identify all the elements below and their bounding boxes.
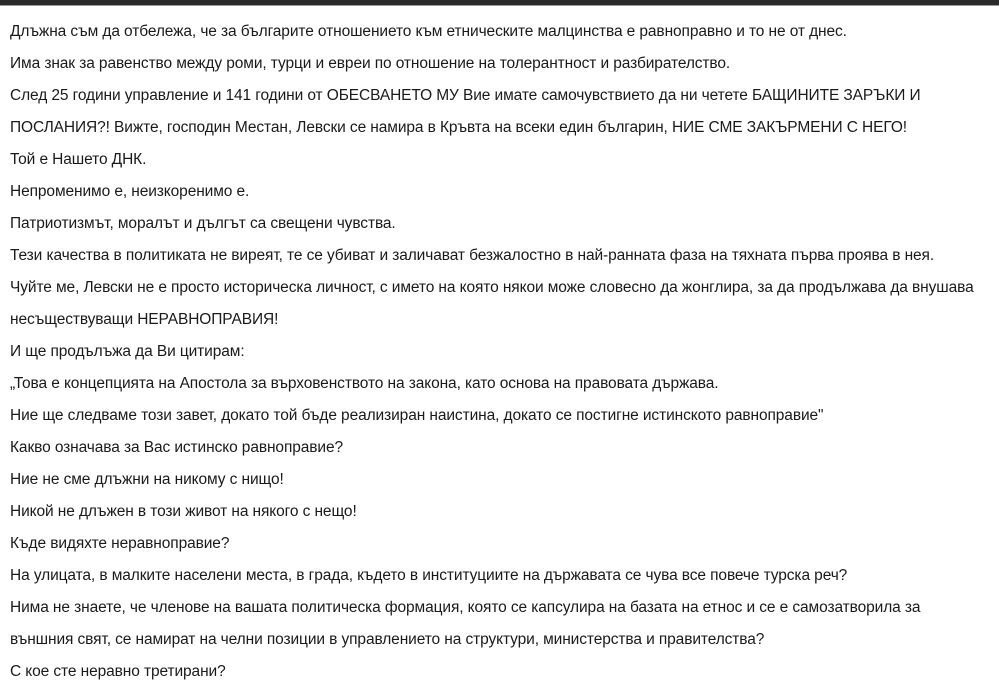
paragraph-line: Къде видяхте неравноправие? bbox=[10, 535, 230, 552]
paragraph-line: Патриотизмът, моралът и дългът са свещени чувства. bbox=[10, 215, 396, 232]
paragraph-line: Нима не знаете, че членове на вашата политическа формация, която се капсулира на базата на етнос и се е самозатворила за bbox=[10, 599, 921, 616]
paragraph-line: Непроменимо е, неизкоренимо е. bbox=[10, 183, 250, 200]
paragraph-line: Ние не сме длъжни на никому с нищо! bbox=[10, 471, 284, 488]
paragraph-line: С кое сте неравно третирани? bbox=[10, 663, 226, 680]
paragraph-line: На улицата, в малките населени места, в града, където в институциите на държавата се чува все повече турска реч? bbox=[10, 567, 848, 584]
paragraph-line: И ще продълъжа да Ви цитирам: bbox=[10, 343, 245, 360]
paragraph-line: несъществуващи НЕРАВНОПРАВИЯ! bbox=[10, 311, 279, 328]
article-body bbox=[10, 16, 995, 688]
paragraph-line: външния свят, се намират на челни позиции в управлението на структури, министерства и правителства? bbox=[10, 631, 765, 648]
paragraph-line: ПОСЛАНИЯ?! Вижте, господин Местан, Левски се намира в Кръвта на всеки един българин, НИЕ СМЕ ЗАКЪРМЕНИ С НЕГО! bbox=[10, 119, 907, 136]
paragraph-line: Длъжна съм да отбележа, че за българите отношението към етническите малцинства е равноправно и то не от днес. bbox=[10, 23, 847, 40]
paragraph-line: Чуйте ме, Левски не е просто историческа личност, с името на която някои може словесно да жонглира, за да продължава да внушава bbox=[10, 279, 974, 296]
paragraph-line: Никой не длъжен в този живот на някого с нещо! bbox=[10, 503, 357, 520]
quote-line: „Това е концепцията на Апостола за върховенството на закона, като основа на правовата държава. bbox=[10, 375, 719, 392]
quote-line: Ние ще следваме този завет, докато той бъде реализиран наистина, докато се постигне истинското равноправие" bbox=[10, 407, 824, 424]
paragraph-line: Има знак за равенство между роми, турци и евреи по отношение на толерантност и разбирателство. bbox=[10, 55, 731, 72]
paragraph-line: Какво означава за Вас истинско равноправие? bbox=[10, 439, 344, 456]
paragraph-line: След 25 години управление и 141 години от ОБЕСВАНЕТО МУ Вие имате самочувствието да ни четете БАЩИНИТЕ ЗАРЪКИ И bbox=[10, 87, 921, 104]
paragraph-line: Тези качества в политиката не виреят, те се убиват и заличават безжалостно в най-ранната фаза на тяхната първа проява в нея. bbox=[10, 247, 935, 264]
top-border-strip bbox=[0, 0, 999, 6]
paragraph-line: Той е Нашето ДНК. bbox=[10, 151, 147, 168]
